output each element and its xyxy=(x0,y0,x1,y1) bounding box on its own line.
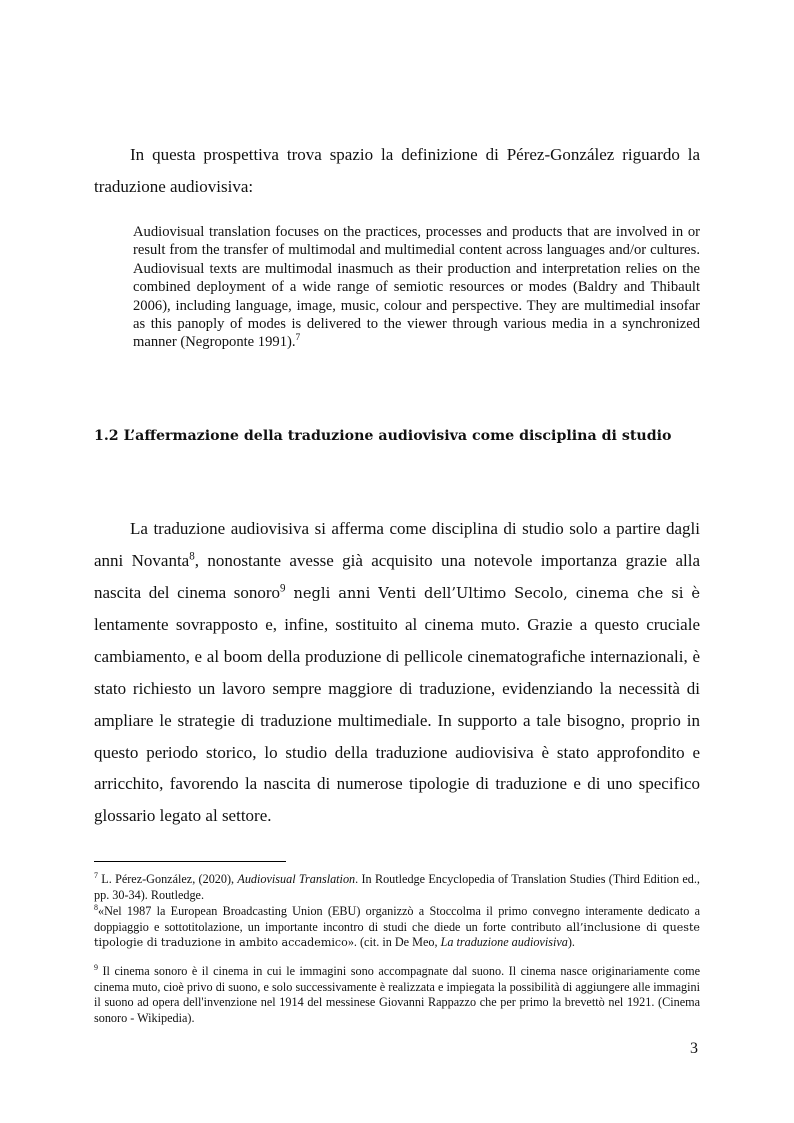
footnote-title: La traduzione audiovisiva xyxy=(440,935,568,950)
footnote-number: 9 xyxy=(94,962,98,972)
quote-text: Audiovisual translation focuses on the practices, processes and products that are involved in or result from the transfer of multimodal and multimedial content across languages and/or cultures. Audiovisual texts are multimodal inasmuch as their production and interpretation relies on the combined deployment of a wide range of semiotic resources or modes (Baldry and Thibault 2006), including language, image, music, colour and perspective. They are multimedial insofar as this panoply of modes is delivered to the viewer through various media in a synchronized manner (Negroponte 1991). xyxy=(133,224,700,351)
footnote-ref-9[interactable]: 9 xyxy=(280,581,286,594)
footnote-number: 8 xyxy=(94,902,98,912)
main-text-1: La traduzione audiovisiva si afferma come disciplina di studio solo a partire dagli anni Novanta xyxy=(94,519,700,570)
block-quote xyxy=(133,223,700,352)
footnote-ref-7[interactable]: 7 xyxy=(295,333,301,344)
footnote-text: Il cinema sonoro è il cinema in cui le immagini sono accompagnate dal suono. Il cinema nasce originariamente come cinema muto, cioè privo di suono, e solo successivamente è realizzata e impiegata la possibilità di aggiungere alle immagini il suono ad opera dell'invenzione nel 1914 del messinese Giovanni Rappazzo che per primo la brevettò nel 1921. (Cinema sonoro - Wikipedia). xyxy=(94,964,700,1025)
intro-paragraph xyxy=(94,139,700,203)
footnote-text: L. Pérez-González, (2020), xyxy=(97,872,238,886)
footnote-text: ». (cit. in De Meo, xyxy=(347,935,441,950)
footnote-separator xyxy=(94,861,286,862)
footnote-number: 7 xyxy=(94,870,98,880)
footnote-8 xyxy=(94,904,700,951)
main-text-2: , nonostante avesse già acquisito una notevole importanza grazie alla nascita del cinema sonoro xyxy=(94,550,700,602)
footnote-text: ). xyxy=(567,935,575,950)
footnote-title: Audiovisual Translation xyxy=(237,872,356,886)
footnote-text: all’inclusione di queste tipologie di traduzione in ambito accademico xyxy=(94,920,701,950)
page-number: 3 xyxy=(690,1040,698,1057)
footnote-text: «Nel 1987 la European Broadcasting Union (EBU) organizzò a Stoccolma il primo convegno interamente dedicato a doppiaggio e sottotitolazione, un importante incontro di studi che diede un forte contributo xyxy=(94,904,700,934)
footnote-7 xyxy=(94,872,700,903)
intro-text: In questa prospettiva trova spazio la definizione di Pérez-González riguardo la traduzione audiovisiva: xyxy=(94,145,700,196)
footnote-ref-8[interactable]: 8 xyxy=(189,550,195,563)
main-paragraph xyxy=(94,513,700,832)
footnote-9 xyxy=(94,964,700,1026)
main-text-3: negli anni Venti dell’Ultimo Secolo, cinema che si è xyxy=(285,584,700,602)
main-text-4: lentamente sovrapposto e, infine, sostituito al cinema muto. Grazie a questo cruciale cambiamento, e al boom della produzione di pellicole cinematografiche internazionali, è stato richiesto un lavoro sempre maggiore di traduzione, evidenziando la necessità di ampliare le strategie di traduzione multimediale. In supporto a tale bisogno, proprio in questo periodo storico, lo studio della traduzione audiovisiva è stato approfondito e arricchito, favorendo la nascita di numerose tipologie di traduzione e di uno specifico glossario legato al settore. xyxy=(94,615,700,826)
footnote-text: . In Routledge Encyclopedia of Translation Studies (Third Edition ed., pp. 30-34). Routledge. xyxy=(94,872,700,902)
section-heading: 1.2 L’affermazione della traduzione audiovisiva come disciplina di studio xyxy=(94,428,672,444)
